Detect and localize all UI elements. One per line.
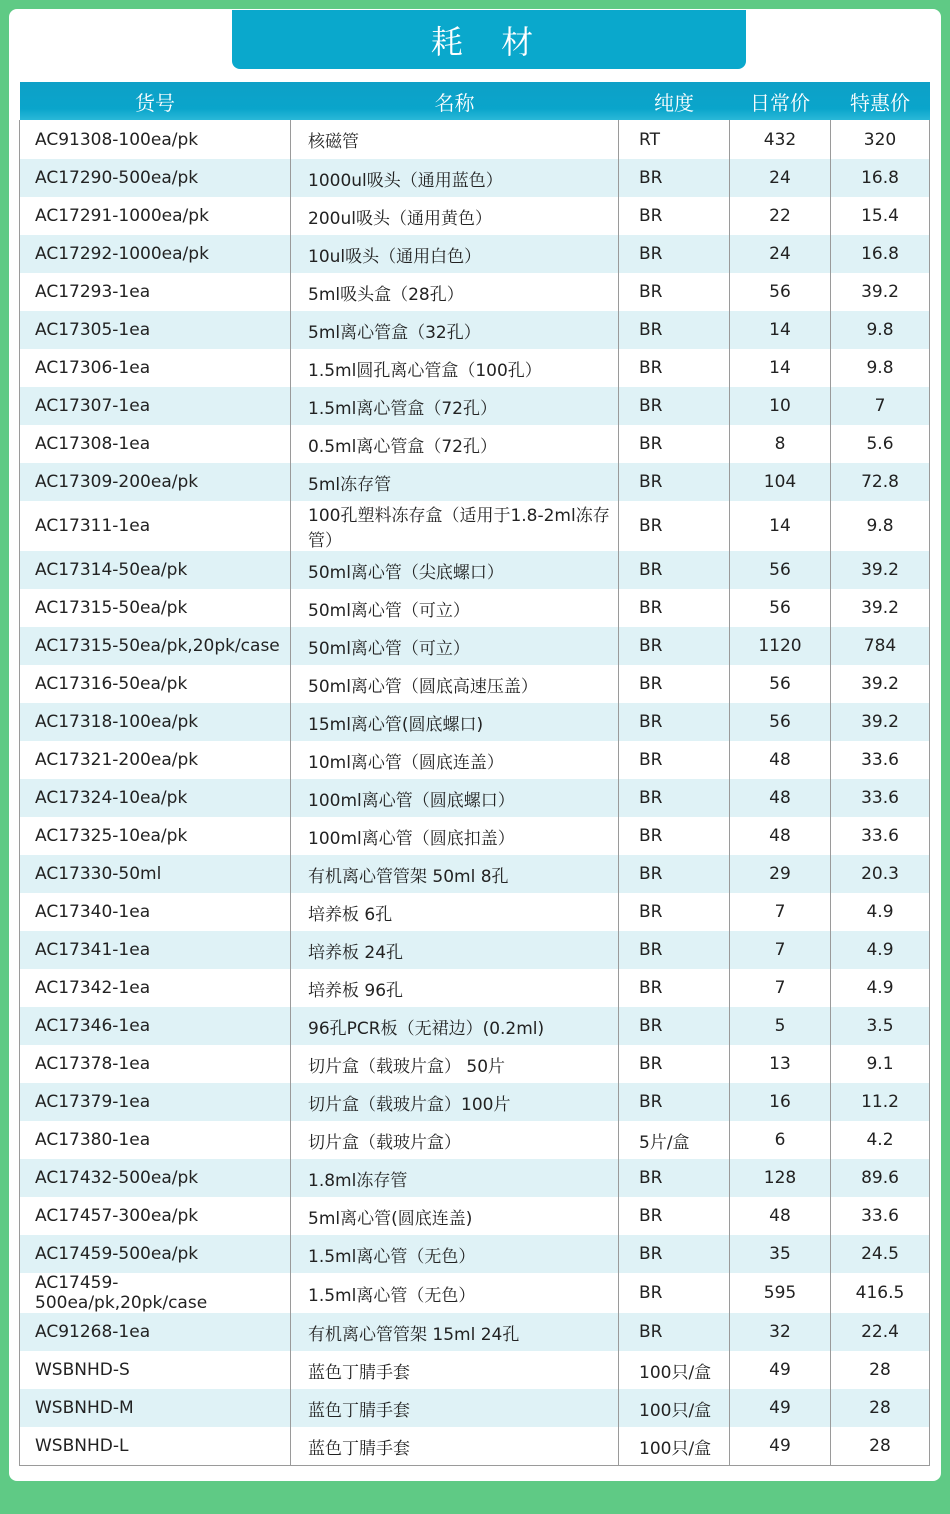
cell-regular-price: 14: [730, 311, 831, 349]
cell-special-price: 4.9: [831, 931, 930, 969]
header-name: 名称: [291, 82, 619, 120]
cell-name: 培养板 24孔: [291, 931, 619, 969]
table-row: [20, 931, 930, 969]
cell-code: AC17321-200ea/pk: [20, 741, 291, 779]
cell-purity: BR: [619, 969, 730, 1007]
cell-code: AC17330-50ml: [20, 855, 291, 893]
cell-code: WSBNHD-S: [20, 1351, 291, 1389]
cell-special-price: 33.6: [831, 817, 930, 855]
cell-code: AC17457-300ea/pk: [20, 1197, 291, 1235]
table-row: [20, 1389, 930, 1427]
cell-purity: BR: [619, 501, 730, 551]
cell-name: 5ml吸头盒（28孔）: [291, 273, 619, 311]
cell-code: AC17291-1000ea/pk: [20, 197, 291, 235]
cell-name: 0.5ml离心管盒（72孔）: [291, 425, 619, 463]
cell-special-price: 28: [831, 1389, 930, 1427]
cell-special-price: 784: [831, 627, 930, 665]
table-row: [20, 855, 930, 893]
cell-purity: BR: [619, 159, 730, 197]
cell-regular-price: 48: [730, 1197, 831, 1235]
table-row: [20, 969, 930, 1007]
cell-name: 培养板 96孔: [291, 969, 619, 1007]
cell-code: AC17325-10ea/pk: [20, 817, 291, 855]
cell-name: 96孔PCR板（无裙边）(0.2ml): [291, 1007, 619, 1045]
cell-special-price: 9.8: [831, 349, 930, 387]
cell-regular-price: 49: [730, 1351, 831, 1389]
cell-purity: BR: [619, 1273, 730, 1313]
cell-special-price: 72.8: [831, 463, 930, 501]
cell-name: 切片盒（载玻片盒） 50片: [291, 1045, 619, 1083]
cell-purity: 100只/盒: [619, 1351, 730, 1389]
table-row: [20, 159, 930, 197]
cell-special-price: 11.2: [831, 1083, 930, 1121]
cell-regular-price: 24: [730, 159, 831, 197]
cell-purity: BR: [619, 425, 730, 463]
cell-name: 1.5ml离心管（无色）: [291, 1273, 619, 1313]
table-row: [20, 1427, 930, 1466]
table-row: [20, 1007, 930, 1045]
cell-special-price: 39.2: [831, 665, 930, 703]
cell-code: AC91268-1ea: [20, 1313, 291, 1351]
cell-purity: BR: [619, 589, 730, 627]
cell-name: 5ml离心管盒（32孔）: [291, 311, 619, 349]
cell-special-price: 39.2: [831, 589, 930, 627]
cell-special-price: 33.6: [831, 741, 930, 779]
cell-regular-price: 49: [730, 1389, 831, 1427]
table-row: [20, 501, 930, 551]
cell-code: AC17311-1ea: [20, 501, 291, 551]
cell-name: 蓝色丁腈手套: [291, 1427, 619, 1466]
cell-code: WSBNHD-M: [20, 1389, 291, 1427]
cell-purity: BR: [619, 1045, 730, 1083]
cell-name: 5ml离心管(圆底连盖): [291, 1197, 619, 1235]
cell-name: 培养板 6孔: [291, 893, 619, 931]
cell-regular-price: 48: [730, 817, 831, 855]
cell-purity: BR: [619, 1313, 730, 1351]
cell-regular-price: 10: [730, 387, 831, 425]
cell-name: 1.8ml冻存管: [291, 1159, 619, 1197]
cell-purity: BR: [619, 349, 730, 387]
cell-regular-price: 56: [730, 703, 831, 741]
cell-regular-price: 48: [730, 779, 831, 817]
cell-regular-price: 49: [730, 1427, 831, 1466]
table-row: [20, 273, 930, 311]
table-row: [20, 311, 930, 349]
cell-special-price: 320: [831, 120, 930, 159]
table-row: [20, 1159, 930, 1197]
cell-code: AC17315-50ea/pk: [20, 589, 291, 627]
cell-code: AC17309-200ea/pk: [20, 463, 291, 501]
cell-purity: BR: [619, 1083, 730, 1121]
cell-special-price: 39.2: [831, 551, 930, 589]
cell-name: 50ml离心管（圆底高速压盖）: [291, 665, 619, 703]
cell-regular-price: 56: [730, 551, 831, 589]
cell-purity: BR: [619, 627, 730, 665]
cell-purity: BR: [619, 779, 730, 817]
cell-regular-price: 595: [730, 1273, 831, 1313]
cell-purity: 100只/盒: [619, 1427, 730, 1466]
cell-purity: BR: [619, 703, 730, 741]
cell-special-price: 4.9: [831, 893, 930, 931]
cell-purity: 100只/盒: [619, 1389, 730, 1427]
cell-regular-price: 13: [730, 1045, 831, 1083]
cell-code: AC17378-1ea: [20, 1045, 291, 1083]
cell-special-price: 4.9: [831, 969, 930, 1007]
cell-name: 100ml离心管（圆底螺口）: [291, 779, 619, 817]
cell-code: WSBNHD-L: [20, 1427, 291, 1466]
table-row: [20, 1313, 930, 1351]
cell-name: 有机离心管管架 15ml 24孔: [291, 1313, 619, 1351]
cell-special-price: 3.5: [831, 1007, 930, 1045]
cell-purity: BR: [619, 551, 730, 589]
cell-code: AC17459-500ea/pk: [20, 1235, 291, 1273]
cell-regular-price: 16: [730, 1083, 831, 1121]
cell-special-price: 7: [831, 387, 930, 425]
table-row: [20, 425, 930, 463]
table-row: [20, 197, 930, 235]
cell-purity: BR: [619, 235, 730, 273]
cell-name: 50ml离心管（可立）: [291, 627, 619, 665]
cell-regular-price: 104: [730, 463, 831, 501]
cell-special-price: 89.6: [831, 1159, 930, 1197]
cell-regular-price: 128: [730, 1159, 831, 1197]
table-row: [20, 1273, 930, 1313]
cell-regular-price: 14: [730, 349, 831, 387]
cell-code: AC17459-500ea/pk,20pk/case: [20, 1273, 291, 1313]
cell-name: 5ml冻存管: [291, 463, 619, 501]
header-purity: 纯度: [619, 82, 730, 120]
cell-special-price: 15.4: [831, 197, 930, 235]
cell-special-price: 9.8: [831, 311, 930, 349]
cell-regular-price: 6: [730, 1121, 831, 1159]
page-title: 耗 材: [232, 10, 746, 69]
table-row: [20, 1197, 930, 1235]
cell-purity: BR: [619, 311, 730, 349]
cell-name: 15ml离心管(圆底螺口): [291, 703, 619, 741]
cell-code: AC17432-500ea/pk: [20, 1159, 291, 1197]
cell-code: AC17380-1ea: [20, 1121, 291, 1159]
cell-name: 核磁管: [291, 120, 619, 159]
cell-regular-price: 5: [730, 1007, 831, 1045]
cell-name: 200ul吸头（通用黄色）: [291, 197, 619, 235]
table-row: [20, 1351, 930, 1389]
table-row: [20, 551, 930, 589]
cell-regular-price: 7: [730, 893, 831, 931]
cell-regular-price: 7: [730, 931, 831, 969]
cell-code: AC17314-50ea/pk: [20, 551, 291, 589]
cell-special-price: 20.3: [831, 855, 930, 893]
header-regular-price: 日常价: [730, 82, 831, 120]
cell-code: AC17318-100ea/pk: [20, 703, 291, 741]
table-row: [20, 589, 930, 627]
cell-purity: BR: [619, 855, 730, 893]
cell-special-price: 28: [831, 1427, 930, 1466]
cell-special-price: 5.6: [831, 425, 930, 463]
cell-name: 切片盒（载玻片盒）100片: [291, 1083, 619, 1121]
cell-name: 10ml离心管（圆底连盖）: [291, 741, 619, 779]
cell-name: 蓝色丁腈手套: [291, 1389, 619, 1427]
cell-code: AC17379-1ea: [20, 1083, 291, 1121]
cell-regular-price: 56: [730, 665, 831, 703]
cell-code: AC17292-1000ea/pk: [20, 235, 291, 273]
cell-special-price: 9.8: [831, 501, 930, 551]
cell-purity: BR: [619, 463, 730, 501]
cell-regular-price: 7: [730, 969, 831, 1007]
cell-purity: BR: [619, 1007, 730, 1045]
cell-name: 10ul吸头（通用白色）: [291, 235, 619, 273]
cell-name: 100ml离心管（圆底扣盖）: [291, 817, 619, 855]
cell-purity: 5片/盒: [619, 1121, 730, 1159]
cell-special-price: 22.4: [831, 1313, 930, 1351]
cell-special-price: 33.6: [831, 1197, 930, 1235]
table-row: [20, 893, 930, 931]
table-row: [20, 703, 930, 741]
cell-purity: BR: [619, 387, 730, 425]
cell-regular-price: 1120: [730, 627, 831, 665]
cell-special-price: 33.6: [831, 779, 930, 817]
table-row: [20, 741, 930, 779]
table-header-row: [20, 82, 930, 120]
cell-code: AC17341-1ea: [20, 931, 291, 969]
cell-code: AC17293-1ea: [20, 273, 291, 311]
cell-purity: BR: [619, 931, 730, 969]
table-row: [20, 120, 930, 159]
cell-purity: BR: [619, 817, 730, 855]
cell-code: AC17305-1ea: [20, 311, 291, 349]
table-row: [20, 349, 930, 387]
cell-code: AC91308-100ea/pk: [20, 120, 291, 159]
cell-special-price: 4.2: [831, 1121, 930, 1159]
cell-purity: BR: [619, 1197, 730, 1235]
cell-name: 1000ul吸头（通用蓝色）: [291, 159, 619, 197]
cell-name: 50ml离心管（可立）: [291, 589, 619, 627]
cell-special-price: 28: [831, 1351, 930, 1389]
cell-code: AC17307-1ea: [20, 387, 291, 425]
cell-code: AC17306-1ea: [20, 349, 291, 387]
table-row: [20, 1235, 930, 1273]
cell-code: AC17324-10ea/pk: [20, 779, 291, 817]
cell-purity: BR: [619, 893, 730, 931]
header-code: 货号: [20, 82, 291, 120]
cell-name: 有机离心管管架 50ml 8孔: [291, 855, 619, 893]
table-row: [20, 235, 930, 273]
cell-name: 蓝色丁腈手套: [291, 1351, 619, 1389]
cell-code: AC17315-50ea/pk,20pk/case: [20, 627, 291, 665]
cell-regular-price: 35: [730, 1235, 831, 1273]
table-row: [20, 779, 930, 817]
cell-purity: BR: [619, 665, 730, 703]
table-row: [20, 1083, 930, 1121]
cell-regular-price: 32: [730, 1313, 831, 1351]
cell-regular-price: 24: [730, 235, 831, 273]
table-row: [20, 817, 930, 855]
cell-purity: BR: [619, 1159, 730, 1197]
cell-special-price: 24.5: [831, 1235, 930, 1273]
cell-special-price: 16.8: [831, 159, 930, 197]
cell-purity: BR: [619, 1235, 730, 1273]
cell-purity: BR: [619, 197, 730, 235]
cell-special-price: 39.2: [831, 703, 930, 741]
cell-name: 1.5ml圆孔离心管盒（100孔）: [291, 349, 619, 387]
product-table: [19, 82, 930, 1466]
cell-name: 切片盒（载玻片盒）: [291, 1121, 619, 1159]
cell-regular-price: 29: [730, 855, 831, 893]
cell-special-price: 9.1: [831, 1045, 930, 1083]
cell-regular-price: 56: [730, 273, 831, 311]
table-row: [20, 1121, 930, 1159]
table-row: [20, 1045, 930, 1083]
cell-special-price: 39.2: [831, 273, 930, 311]
cell-regular-price: 48: [730, 741, 831, 779]
cell-purity: BR: [619, 273, 730, 311]
cell-regular-price: 432: [730, 120, 831, 159]
cell-purity: BR: [619, 741, 730, 779]
cell-code: AC17340-1ea: [20, 893, 291, 931]
cell-regular-price: 22: [730, 197, 831, 235]
cell-regular-price: 8: [730, 425, 831, 463]
cell-purity: RT: [619, 120, 730, 159]
cell-code: AC17308-1ea: [20, 425, 291, 463]
table-row: [20, 665, 930, 703]
cell-name: 1.5ml离心管盒（72孔）: [291, 387, 619, 425]
cell-special-price: 416.5: [831, 1273, 930, 1313]
table-row: [20, 463, 930, 501]
cell-regular-price: 14: [730, 501, 831, 551]
header-special-price: 特惠价: [831, 82, 930, 120]
cell-name: 100孔塑料冻存盒（适用于1.8-2ml冻存管）: [291, 501, 619, 551]
cell-regular-price: 56: [730, 589, 831, 627]
cell-special-price: 16.8: [831, 235, 930, 273]
cell-name: 50ml离心管（尖底螺口）: [291, 551, 619, 589]
cell-name: 1.5ml离心管（无色）: [291, 1235, 619, 1273]
cell-code: AC17290-500ea/pk: [20, 159, 291, 197]
table-row: [20, 627, 930, 665]
cell-code: AC17346-1ea: [20, 1007, 291, 1045]
cell-code: AC17316-50ea/pk: [20, 665, 291, 703]
cell-code: AC17342-1ea: [20, 969, 291, 1007]
table-row: [20, 387, 930, 425]
